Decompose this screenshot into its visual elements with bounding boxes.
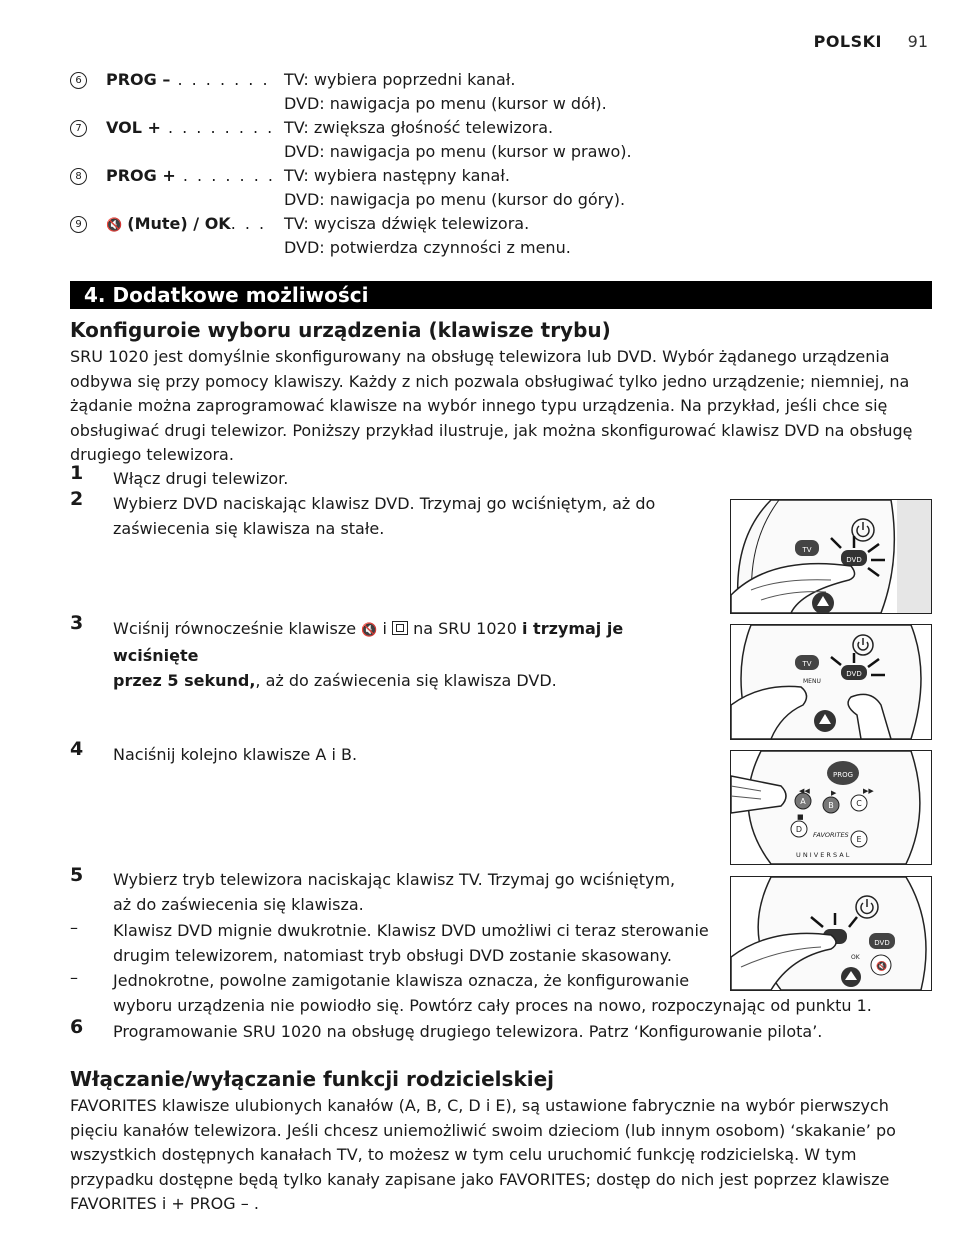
tv-key-label: TV — [802, 546, 812, 554]
brand-label: U N I V E R S A L — [796, 851, 850, 859]
key-name: VOL + — [106, 118, 161, 137]
remote-illustration-1 — [730, 499, 932, 614]
step-number: 3 — [70, 612, 84, 634]
key-desc-tv: TV: zwiększa głośność telewizora. — [284, 118, 554, 137]
step-1-text: Włącz drugi telewizor. — [113, 469, 289, 488]
note-1-line-1: Klawisz DVD mignie dwukrotnie. Klawisz DVD umożliwi ci teraz sterowanie — [113, 921, 709, 940]
step-3-bold-1: i trzymaj je wciśnięte — [113, 619, 624, 665]
note-1-line-2: drugim telewizorem, natomiast tryb obsługi DVD zostanie skasowany. — [113, 946, 672, 965]
key-desc-tv: TV: wybiera następny kanał. — [284, 166, 510, 185]
step-3-mid: na SRU 1020 — [413, 619, 517, 638]
step-5-text — [113, 867, 675, 917]
key-row-prog-minus — [70, 68, 830, 116]
leader-dots: . . . . . . . . — [160, 118, 275, 137]
remote-illustration-3 — [730, 750, 932, 865]
prog-key-label: PROG — [832, 771, 854, 779]
key-row-prog-plus — [70, 164, 830, 212]
mute-icon: 🔇 — [361, 623, 378, 638]
key-desc-tv: TV: wycisza dźwięk telewizora. — [284, 214, 530, 233]
step-number: 5 — [70, 864, 84, 886]
key-a-label: A — [800, 797, 806, 806]
item-number-badge: 8 — [70, 168, 87, 185]
step-5-line-2: aż do zaświecenia się klawisza. — [113, 895, 364, 914]
svg-text:■: ■ — [797, 813, 804, 821]
dash-marker: – — [70, 968, 78, 987]
step-4-text: Naciśnij kolejno klawisze A i B. — [113, 745, 358, 764]
page-number: 91 — [907, 32, 928, 51]
step-2-text — [113, 491, 655, 541]
parental-heading: Włączanie/wyłączanie funkcji rodzicielskiej — [70, 1067, 555, 1091]
key-row-mute-ok — [70, 212, 830, 260]
key-row-vol-plus — [70, 116, 830, 164]
section-title-bar — [70, 281, 932, 309]
dvd-key-label: DVD — [846, 556, 862, 564]
key-d-label: D — [795, 825, 803, 834]
key-c-label: C — [856, 799, 862, 808]
key-desc-dvd: DVD: potwierdza czynności z menu. — [284, 238, 571, 257]
aspect-ratio-icon — [392, 621, 408, 635]
menu-label: MENU — [803, 678, 821, 685]
item-number-badge: 6 — [70, 72, 87, 89]
dvd-key-label: DVD — [846, 670, 862, 678]
key-name: (Mute) / OK — [127, 214, 231, 233]
step-number: 2 — [70, 488, 84, 510]
step-6-text: Programowanie SRU 1020 na obsługę drugiego telewizora. Patrz ‘Konfigurowanie pilota’. — [113, 1022, 823, 1041]
svg-text:▶▶: ▶▶ — [863, 787, 874, 795]
key-name: PROG + — [106, 166, 176, 185]
tv-key-label: TV — [802, 660, 812, 668]
step-2-line-1: Wybierz DVD naciskając klawisz DVD. Trzymaj go wciśniętym, aż do — [113, 494, 656, 513]
favorites-label: FAVORITES — [813, 831, 849, 839]
note-2-line-2: wyboru urządzenia nie powiodło się. Powtórz cały proces na nowo, rozpoczynając od punktu 1. — [113, 996, 872, 1015]
key-desc-dvd: DVD: nawigacja po menu (kursor w dół). — [284, 94, 607, 113]
step-number: 6 — [70, 1016, 84, 1038]
ok-label: OK — [851, 954, 860, 961]
step-3-pre: Wciśnij równocześnie klawisze — [113, 619, 357, 638]
step-3-text — [113, 616, 713, 693]
dvd-key-label: DVD — [874, 939, 890, 947]
config-intro: SRU 1020 jest domyślnie skonfigurowany na obsługę telewizora lub DVD. Wybór żądanego urządzenia odbywa się przy pomocy klawiszy. Każdy z nich pozwala obsługiwać tylko jedno urządzenie; niemniej, na żądanie można zaprogramować klawisze na wybór innego typu urządzenia. Na przykład, jeśli chce się obsługiwać drugi telewizor. Poniższy przykład ilustruje, jak można skonfigurować klawisz DVD na obsługę drugiego telewizora. — [70, 347, 913, 464]
svg-text:◀◀: ◀◀ — [799, 787, 810, 795]
parental-text: FAVORITES klawisze ulubionych kanałów (A, B, C, D i E), są ustawione fabrycznie na wybór pierwszych pięciu kanałów telewizora. Jeśli chcesz uniemożliwić swoim dzieciom (lub innym osobom) ‘skakanie’ po wszystkich dostępnych kanałach TV, to możesz w tym celu uruchomić funkcję rodzicielską. W tym przypadku dostępne będą tylko kanały zapisane jako FAVORITES; dostęp do nich jest poprzez klawisze FAVORITES i + PROG – . — [70, 1096, 896, 1213]
key-e-label: E — [856, 835, 862, 844]
svg-text:▶: ▶ — [831, 789, 837, 797]
step-number: 4 — [70, 738, 84, 760]
step-2-line-2: zaświecenia się klawisza na stałe. — [113, 519, 385, 538]
mute-icon: 🔇 — [106, 218, 123, 233]
key-b-label: B — [828, 801, 834, 810]
step-number: 1 — [70, 462, 84, 484]
item-number-badge: 7 — [70, 120, 87, 137]
step-5-line-1: Wybierz tryb telewizora naciskając klawisz TV. Trzymaj go wciśniętym, — [113, 870, 676, 889]
item-number-badge: 9 — [70, 216, 87, 233]
note-1-text — [113, 918, 709, 968]
svg-text:🔇: 🔇 — [876, 962, 888, 972]
leader-dots: . . . . . . . — [170, 70, 270, 89]
note-2-line-1: Jednokrotne, powolne zamigotanie klawisza oznacza, że konfigurowanie — [113, 971, 690, 990]
leader-dots: . . . — [230, 214, 267, 233]
leader-dots: . . . . . . . — [175, 166, 275, 185]
step-3-and: i — [382, 619, 387, 638]
step-3-bold-2: przez 5 sekund, — [113, 671, 256, 690]
key-desc-dvd: DVD: nawigacja po menu (kursor do góry). — [284, 190, 626, 209]
key-desc-tv: TV: wybiera poprzedni kanał. — [284, 70, 516, 89]
remote-illustration-2 — [730, 624, 932, 740]
step-3-post: , aż do zaświecenia się klawisza DVD. — [255, 671, 557, 690]
remote-illustration-4 — [730, 876, 932, 991]
section-title: 4. Dodatkowe możliwości — [84, 283, 369, 307]
key-name: PROG – — [106, 70, 171, 89]
dash-marker: – — [70, 918, 78, 937]
config-heading: Konfiguroie wyboru urządzenia (klawisze trybu) — [70, 318, 611, 342]
key-desc-dvd: DVD: nawigacja po menu (kursor w prawo). — [284, 142, 632, 161]
language-label: POLSKI — [813, 32, 882, 51]
